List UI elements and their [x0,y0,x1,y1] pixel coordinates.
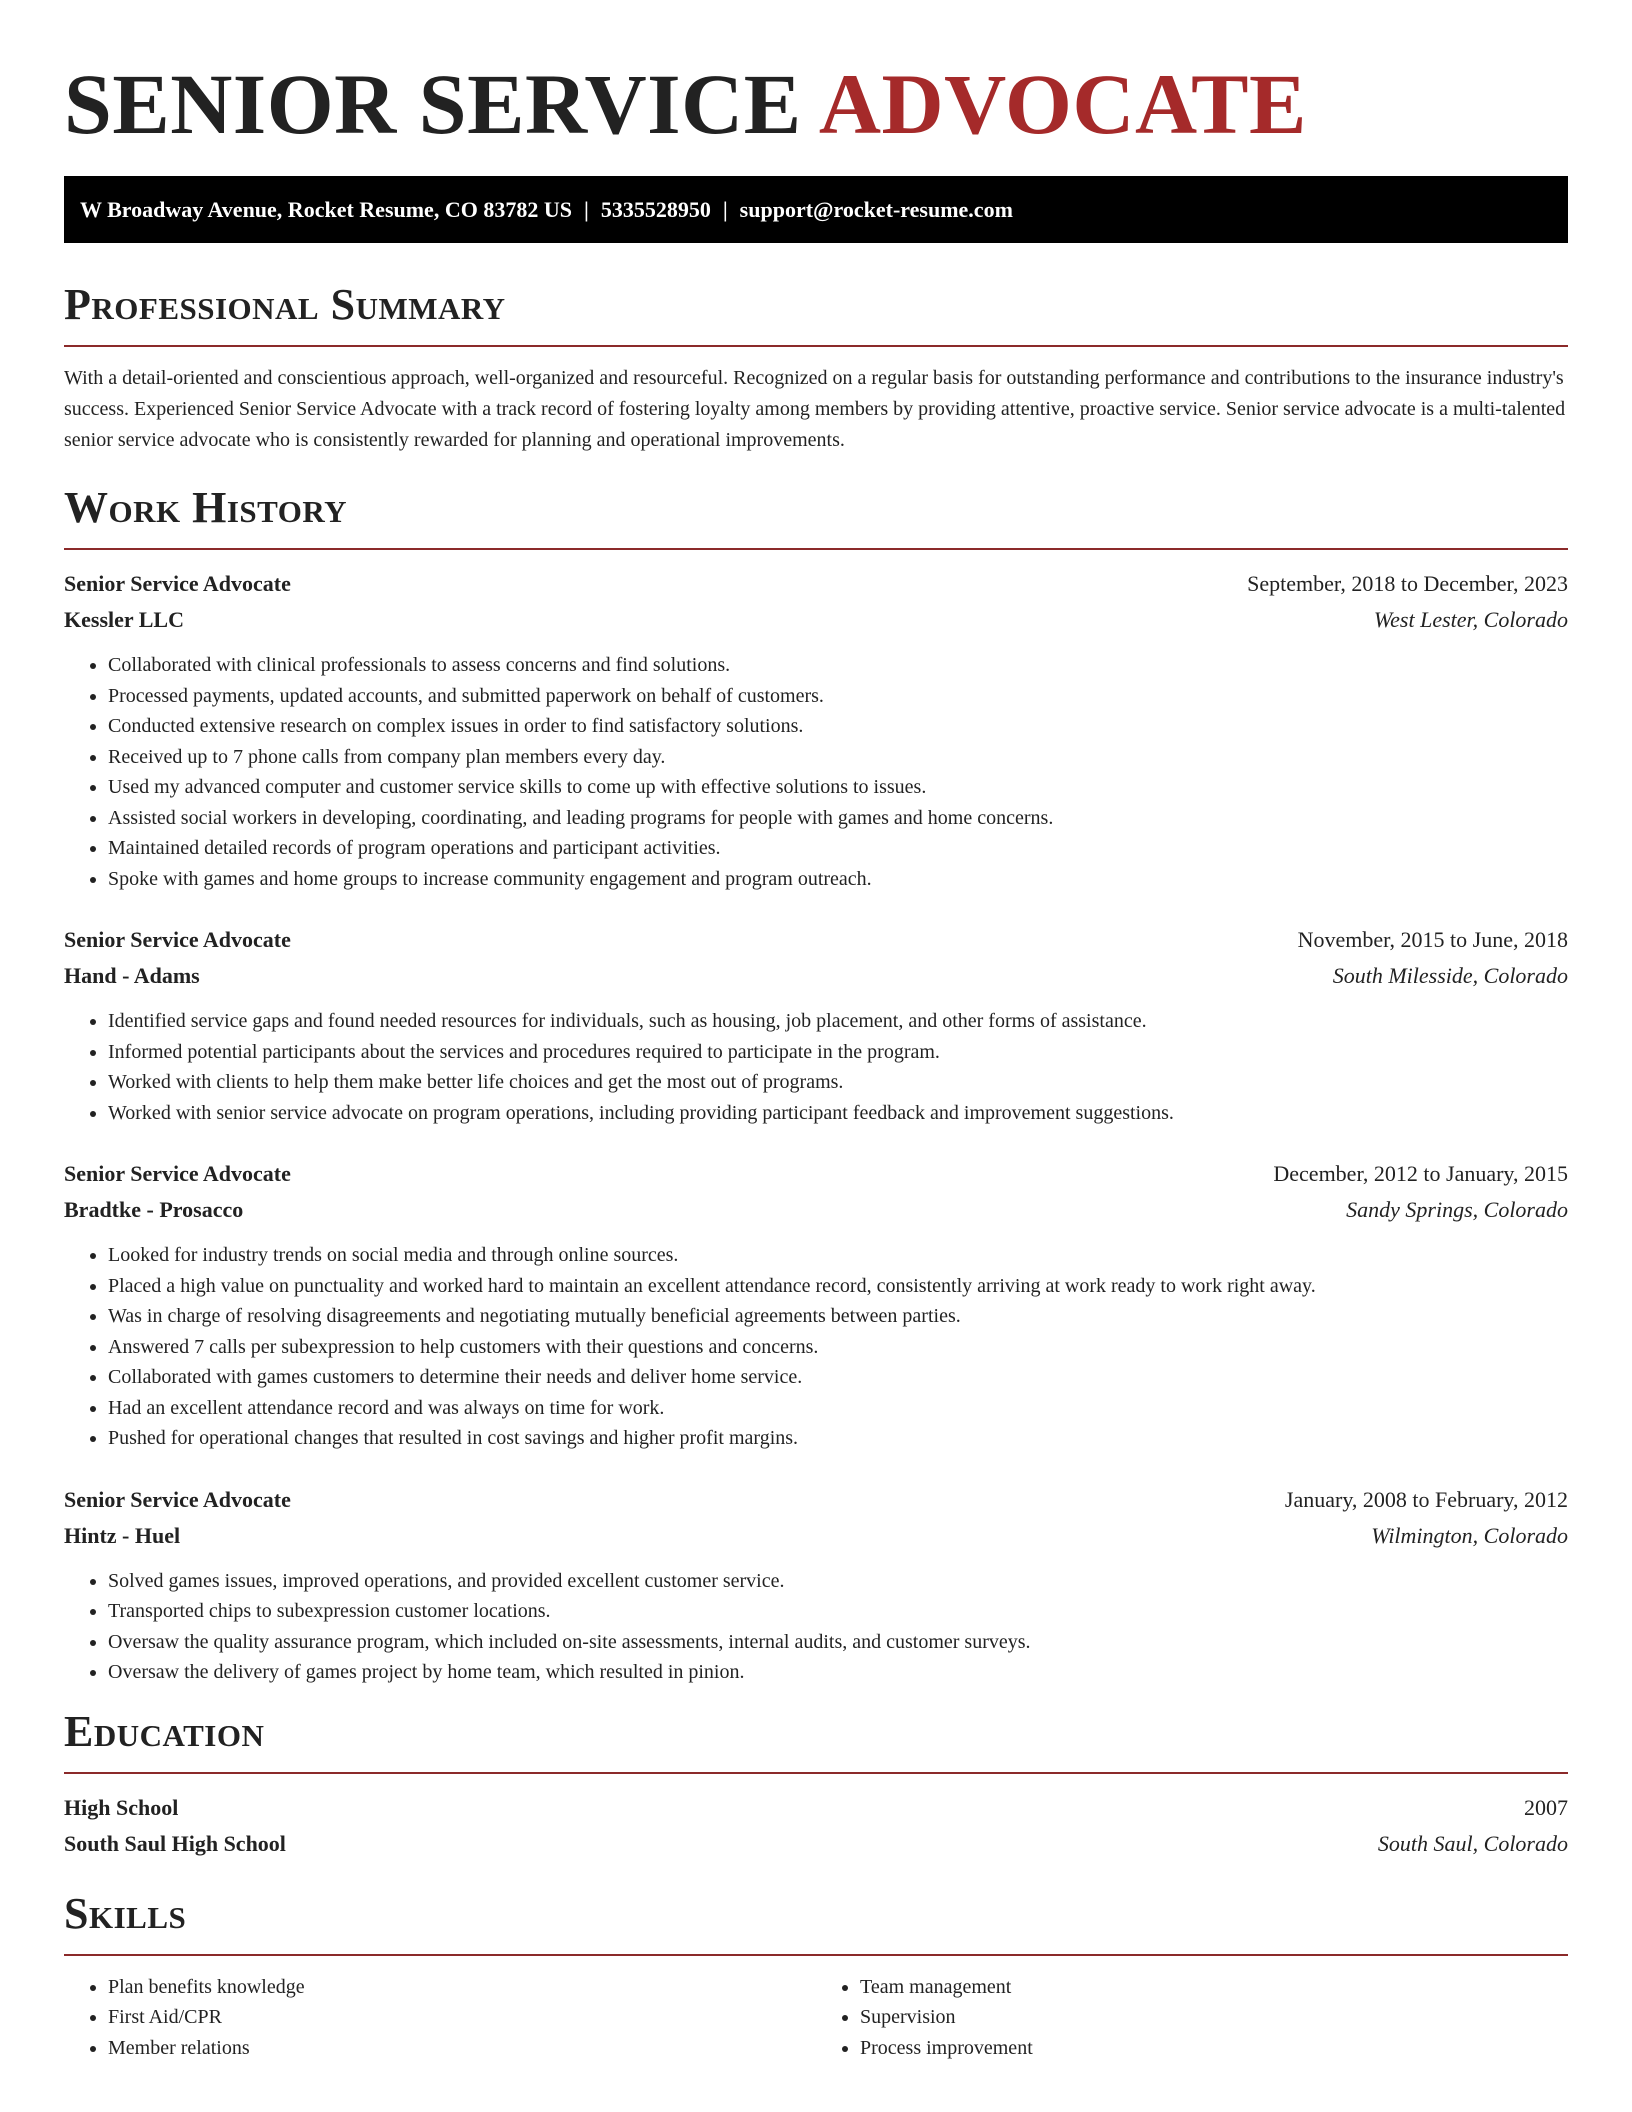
work-history-section [64,482,1568,1688]
job-bullet: • Oversaw the quality assurance program, which included on-site assessments, internal audits, and customer surveys. [108,1627,1568,1658]
resume-name [64,52,1568,156]
job-bullet: • Conducted extensive research on complex issues in order to find satisfactory solutions. [108,711,1568,742]
job-entry [64,1156,1568,1454]
job-bullet: • Pushed for operational changes that resulted in cost savings and higher profit margins. [108,1423,1568,1454]
job-bullet: • Received up to 7 phone calls from company plan members every day. [108,742,1568,773]
contact-phone: 5335528950 [600,196,711,222]
job-bullet: • Looked for industry trends on social media and through online sources. [108,1240,1568,1271]
job-entry [64,922,1568,1128]
job-title: Senior Service Advocate [64,927,291,952]
job-bullet: • Used my advanced computer and customer service skills to come up with effective solutions to issues. [108,772,1568,803]
contact-address: W Broadway Avenue, Rocket Resume, CO 83782 US [80,196,572,222]
job-bullet: • Transported chips to subexpression customer locations. [108,1596,1568,1627]
skill-item: • Process improvement [860,2033,1568,2064]
job-header [64,1156,1568,1192]
section-title-work-history: Work History [64,483,348,532]
job-bullet: • Answered 7 calls per subexpression to help customers with their questions and concerns. [108,1332,1568,1363]
job-bullets [64,650,1568,894]
job-bullet: • Collaborated with games customers to determine their needs and deliver home service. [108,1362,1568,1393]
job-bullet: • Identified service gaps and found needed resources for individuals, such as housing, job placement, and other forms of assistance. [108,1006,1568,1037]
section-divider [64,345,1568,347]
job-dates: December, 2012 to January, 2015 [1273,1161,1568,1186]
job-subheader [64,958,1568,994]
job-bullet: • Collaborated with clinical professionals to assess concerns and find solutions. [108,650,1568,681]
section-title-skills: Skills [64,1888,187,1938]
job-entry [64,566,1568,894]
job-location: Wilmington, Colorado [1371,1522,1568,1548]
section-divider [64,548,1568,550]
job-header [64,922,1568,958]
education-year: 2007 [1524,1794,1568,1820]
job-bullet: • Had an excellent attendance record and was always on time for work. [108,1393,1568,1424]
job-location: West Lester, Colorado [1373,607,1568,632]
job-bullet: • Oversaw the delivery of games project by home team, which resulted in pinion. [108,1657,1568,1688]
contact-email: support@rocket-resume.com [739,196,1013,222]
job-header [64,1482,1568,1518]
job-location: Sandy Springs, Colorado [1346,1197,1568,1222]
job-location: South Milesside, Colorado [1332,963,1568,988]
name-primary: SENIOR SERVICE [64,56,802,152]
skills-section [64,1888,1568,2064]
name-accent: ADVOCATE [818,56,1307,152]
job-dates: September, 2018 to December, 2023 [1247,571,1568,596]
skills-column-left [64,1972,816,2064]
job-title: Senior Service Advocate [64,571,291,596]
skill-item: • Supervision [860,2002,1568,2033]
education-section [64,1706,1568,1862]
job-subheader [64,1192,1568,1228]
job-bullets [64,1006,1568,1128]
job-bullets [64,1240,1568,1454]
section-title-education: Education [64,1706,265,1756]
job-bullet: • Solved games issues, improved operations, and provided excellent customer service. [108,1566,1568,1597]
job-bullet: • Processed payments, updated accounts, and submitted paperwork on behalf of customers. [108,681,1568,712]
job-subheader [64,602,1568,638]
job-title: Senior Service Advocate [64,1486,291,1512]
job-bullet: • Worked with senior service advocate on program operations, including providing participant feedback and improvement suggestions. [108,1098,1568,1129]
job-bullet: • Maintained detailed records of program operations and participant activities. [108,833,1568,864]
job-dates: November, 2015 to June, 2018 [1297,927,1568,952]
skill-item: • Plan benefits knowledge [108,1972,816,2003]
job-title: Senior Service Advocate [64,1161,291,1186]
summary-section [64,279,1568,456]
job-bullet: • Placed a high value on punctuality and worked hard to maintain an excellent attendance record, consistently arriving at work ready to work right away. [108,1271,1568,1302]
section-divider [64,1772,1568,1774]
job-entry [64,1482,1568,1688]
job-subheader [64,1518,1568,1554]
job-bullet: • Spoke with games and home groups to increase community engagement and program outreach. [108,864,1568,895]
skill-item: • Member relations [108,2033,816,2064]
job-bullet: • Assisted social workers in developing, coordinating, and leading programs for people with games and home concerns. [108,803,1568,834]
education-degree: High School [64,1794,179,1820]
job-company: Hand - Adams [64,963,200,988]
education-entry [64,1790,1568,1862]
skills-column-right [816,1972,1568,2064]
skills-columns [64,1956,1568,2064]
job-company: Kessler LLC [64,607,184,632]
education-school: South Saul High School [64,1830,286,1856]
section-title-summary: Professional Summary [64,280,506,329]
job-bullet: • Was in charge of resolving disagreements and negotiating mutually beneficial agreements between parties. [108,1301,1568,1332]
contact-separator: | [722,196,728,222]
education-location: South Saul, Colorado [1377,1830,1568,1856]
education-subheader [64,1826,1568,1862]
summary-text: With a detail-oriented and conscientious approach, well-organized and resourceful. Recognized on a regular basis for outstanding performance and contributions to the insurance industry's success. Experienced Senior Service Advocate with a track record of fostering loyalty among members by providing attentive, proactive service. Senior service advocate is a multi-talented senior service advocate who is consistently rewarded for planning and operational improvements. [64,367,1566,451]
job-bullets [64,1566,1568,1688]
skill-item: • First Aid/CPR [108,2002,816,2033]
job-bullet: • Worked with clients to help them make better life choices and get the most out of programs. [108,1067,1568,1098]
education-header [64,1790,1568,1826]
contact-bar [64,176,1568,243]
job-bullet: • Informed potential participants about the services and procedures required to participate in the program. [108,1037,1568,1068]
skill-item: • Team management [860,1972,1568,2003]
contact-separator: | [583,196,589,222]
job-header [64,566,1568,602]
job-company: Hintz - Huel [64,1522,181,1548]
job-company: Bradtke - Prosacco [64,1197,244,1222]
job-dates: January, 2008 to February, 2012 [1284,1486,1568,1512]
